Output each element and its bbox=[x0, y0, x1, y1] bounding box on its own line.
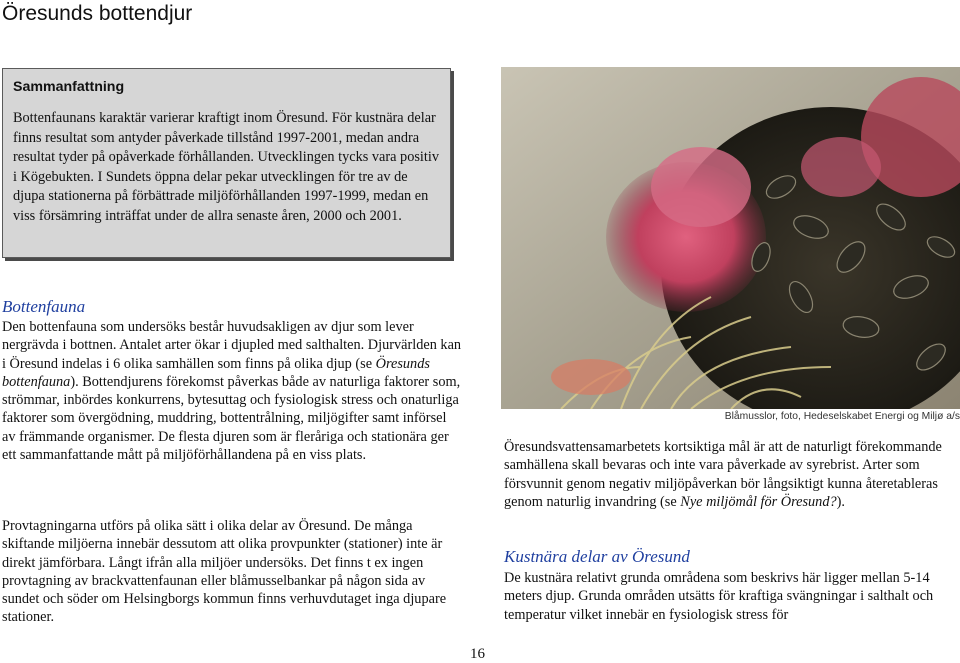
page-title: Öresunds bottendjur bbox=[2, 2, 193, 25]
page-number: 16 bbox=[470, 646, 485, 662]
bottenfauna-p1-text-a: Den bottenfauna som undersöks består huvudsakligen av djur som lever nergrävda i bottnen. Antalet arter ökar i djupled med salthalten. Djurvärlden kan i Öresund indelas i 6 olika samhällen som finns på olika djup (se bbox=[2, 319, 462, 372]
right-paragraph-2: De kustnära relativt grunda områdena som beskrivs här ligger mellan 5-14 meters djup. Grunda områden utsätts för kraftiga svängningar i salthalt och temperatur vilket innebär en fysiologisk stress för bbox=[504, 570, 934, 623]
mussel-photo bbox=[501, 67, 960, 409]
summary-heading: Sammanfattning bbox=[13, 79, 125, 95]
right-paragraph-1 bbox=[504, 438, 956, 511]
right-p1-text-b: ). bbox=[836, 493, 845, 510]
right-p1-text-a: Öresundsvattensamarbetets kortsiktiga mål är att de naturligt förekommande samhällena skall bevaras och inte vara påverkade av syrebrist. Arter som försvunnit genom negativ miljöpåverkan bör långsiktigt kunna återetableras genom naturlig invandring (se bbox=[504, 439, 942, 510]
photo-caption: Blåmusslor, foto, Hedeselskabet Energi og Miljø a/s bbox=[724, 411, 960, 422]
bottenfauna-paragraph-2: Provtagningarna utförs på olika sätt i olika delar av Öresund. De många skiftande miljöerna innebär dessutom att olika provpunkter (stationer) inte är direkt jämförbara. Långt ifrån alla miljöer undersöks. Det finns t ex ingen provtagning av brackvattenfaunan eller blåmusselbankar på någon sida av sundet och söder om Helsingborgs kommun finns verhuvdutaget inga djupare stationer. bbox=[2, 518, 447, 626]
summary-text: Bottenfaunans karaktär varierar kraftigt inom Öresund. För kustnära delar finns resultat som antyder påverkade tillstånd 1997-2001, medan andra resultat tyder på opåverkade förhållanden. Utvecklingen tycks vara positiv i Kögebukten. I Sundets öppna delar pekar utvecklingen för tre av de djupa stationerna på förbättrade miljöförhållanden 1997-1999, medan en viss försämring inträffat under de allra senaste åren, 2000 och 2001. bbox=[13, 110, 439, 224]
summary-box bbox=[2, 68, 451, 258]
bottenfauna-paragraph-1 bbox=[2, 318, 462, 464]
bottenfauna-p1-text-b: ). Bottendjurens förekomst påverkas både av naturliga faktorer som, strömmar, inbördes konkurrens, bytesuttag och fysiologisk stress och onaturliga faktorer som övergödning, muddring, bottentrålning, miljögifter samt införsel av främmande organismer. De flesta djuren som är fleråriga och stationära ger ett sammanfattande mått på miljöförhållandena på en viss plats. bbox=[2, 373, 461, 464]
right-p1-reference: Nye miljömål för Öresund? bbox=[680, 493, 837, 510]
bottenfauna-p1-reference: Öresunds bottenfauna bbox=[2, 355, 430, 390]
bottenfauna-heading: Bottenfauna bbox=[2, 297, 86, 316]
mussel-photo-image bbox=[501, 67, 960, 409]
kustnara-heading: Kustnära delar av Öresund bbox=[504, 547, 690, 566]
